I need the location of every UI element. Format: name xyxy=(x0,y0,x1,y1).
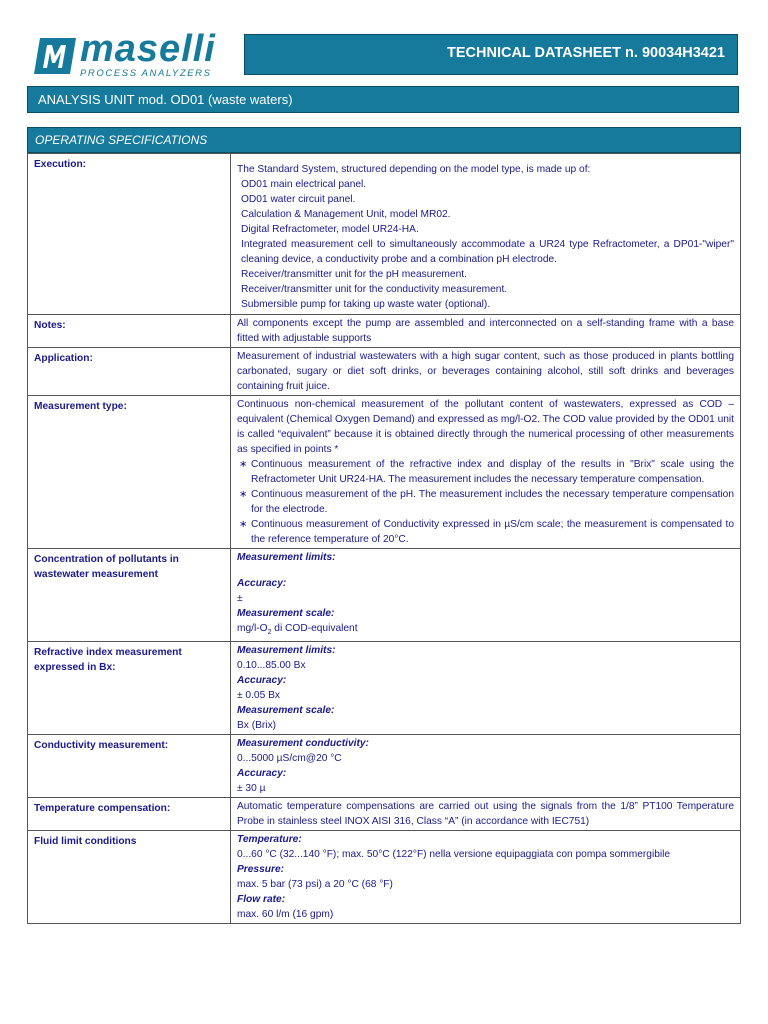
row-label: Conductivity measurement: xyxy=(28,735,231,798)
table-row xyxy=(28,798,741,831)
refractive-value xyxy=(231,642,741,735)
temperature-value: 0...60 °C (32...140 °F); max. 50°C (122°F) nella versione equipaggiata con pompa sommergibile xyxy=(237,849,671,861)
list-item: Digital Refractometer, model UR24-HA. xyxy=(241,224,419,235)
accuracy-value: ± 0.05 Bx xyxy=(237,690,280,702)
scale-value-suffix: di COD-equivalent xyxy=(271,623,358,634)
row-label: Execution: xyxy=(28,154,231,315)
list-item: OD01 water circuit panel. xyxy=(241,194,356,205)
logo-subtitle: PROCESS ANALYZERS xyxy=(80,68,212,79)
conductivity-value xyxy=(231,735,741,798)
scale-value xyxy=(237,621,734,640)
row-label: Fluid limit conditions xyxy=(28,831,231,924)
conductivity-range: 0...5000 µS/cm@20 °C xyxy=(237,753,342,765)
accuracy-label: Accuracy: xyxy=(237,768,287,780)
section-header xyxy=(27,127,741,153)
measurement-type-text: Continuous non-chemical measurement of the pollutant content of wastewaters, expressed as COD – equivalent (Chemical Oxygen Demand) and expressed as mg/l-O2. The COD value provided by the OD01 unit is called “equivalent” because it is obtained directly through the numerical processing of other measurements as specified in points * xyxy=(237,399,734,455)
table-row xyxy=(28,154,741,315)
conductivity-label: Measurement conductivity: xyxy=(237,738,369,750)
table-row xyxy=(28,735,741,798)
scale-value-text: mg/l-O xyxy=(237,623,268,634)
logo-wordmark: maselli xyxy=(80,28,216,70)
datasheet-header xyxy=(244,34,738,75)
table-row xyxy=(28,642,741,735)
specifications-table xyxy=(27,153,741,924)
maselli-logo xyxy=(34,28,229,80)
scale-value-subscript: 2 xyxy=(267,629,272,637)
pressure-label: Pressure: xyxy=(237,864,285,876)
notes-value: All components except the pump are assembled and interconnected on a self-standing frame with a base fitted with adjustable supports xyxy=(231,315,741,348)
bullet-item: ∗ Continuous measurement of Conductivity expressed in µS/cm scale; the measurement is compensated to the reference temperature of 20°C. xyxy=(237,517,734,547)
list-item: Submersible pump for taking up waste water (optional). xyxy=(241,299,491,310)
table-row xyxy=(28,396,741,549)
row-label: Concentration of pollutants in wastewater measurement xyxy=(28,549,231,642)
fluid-limits-value xyxy=(231,831,741,924)
concentration-value xyxy=(231,549,741,642)
limits-value-empty xyxy=(237,565,734,576)
analysis-unit-title: ANALYSIS UNIT mod. OD01 (waste waters) xyxy=(38,92,293,107)
temperature-compensation-value: Automatic temperature compensations are carried out using the signals from the 1/8” PT100 Temperature Probe in stainless steel INOX AISI 316, Class “A” (in accordance with IEC751) xyxy=(231,798,741,831)
table-row xyxy=(28,831,741,924)
accuracy-value: ± xyxy=(237,593,243,604)
bullet-item: ∗ Continuous measurement of the refractive index and display of the results in "Brix" scale using the Refractometer Unit UR24-HA. The measurement includes the necessary temperature compensation. xyxy=(237,457,734,487)
list-item: Integrated measurement cell to simultaneously accommodate a UR24 type Refractometer, a DP01-"wiper" cleaning device, a conductivity probe and a combination pH electrode. xyxy=(241,239,734,265)
row-label: Application: xyxy=(28,348,231,396)
analysis-unit-bar xyxy=(27,86,739,113)
maselli-logo-icon xyxy=(34,36,76,76)
datasheet-title: TECHNICAL DATASHEET n. 90034H3421 xyxy=(447,45,725,61)
bullet-item: ∗ Continuous measurement of the pH. The measurement includes the necessary temperature compensation for the electrode. xyxy=(237,487,734,517)
table-row xyxy=(28,315,741,348)
scale-label: Measurement scale: xyxy=(237,705,335,717)
scale-label: Measurement scale: xyxy=(237,608,335,619)
limits-value: 0.10...85.00 Bx xyxy=(237,660,306,672)
temperature-label: Temperature: xyxy=(237,834,302,846)
limits-label: Measurement limits: xyxy=(237,645,336,657)
flow-rate-label: Flow rate: xyxy=(237,894,286,906)
measurement-type-value xyxy=(231,396,741,549)
pressure-value: max. 5 bar (73 psi) a 20 °C (68 °F) xyxy=(237,879,393,891)
row-label: Notes: xyxy=(28,315,231,348)
list-item: Receiver/transmitter unit for the conductivity measurement. xyxy=(241,284,508,295)
flow-rate-value: max. 60 l/m (16 gpm) xyxy=(237,909,334,921)
application-value: Measurement of industrial wastewaters with a high sugar content, such as those produced in plants bottling carbonated, sugary or diet soft drinks, or beverages containing alcohol, still soft drinks and beverages containing fruit juice. xyxy=(231,348,741,396)
accuracy-label: Accuracy: xyxy=(237,675,287,687)
accuracy-label: Accuracy: xyxy=(237,578,287,589)
list-item: OD01 main electrical panel. xyxy=(241,179,367,190)
execution-value xyxy=(231,154,741,315)
table-row xyxy=(28,549,741,642)
row-label: Refractive index measurement expressed in Bx: xyxy=(28,642,231,735)
row-label: Temperature compensation: xyxy=(28,798,231,831)
scale-value: Bx (Brix) xyxy=(237,720,277,732)
execution-intro: The Standard System, structured depending on the model type, is made up of: xyxy=(237,164,591,175)
accuracy-value: ± 30 µ xyxy=(237,783,266,795)
table-row xyxy=(28,348,741,396)
limits-label: Measurement limits: xyxy=(237,552,336,563)
list-item: Calculation & Management Unit, model MR02. xyxy=(241,209,451,220)
section-title: OPERATING SPECIFICATIONS xyxy=(35,133,208,147)
row-label: Measurement type: xyxy=(28,396,231,549)
list-item: Receiver/transmitter unit for the pH measurement. xyxy=(241,269,467,280)
